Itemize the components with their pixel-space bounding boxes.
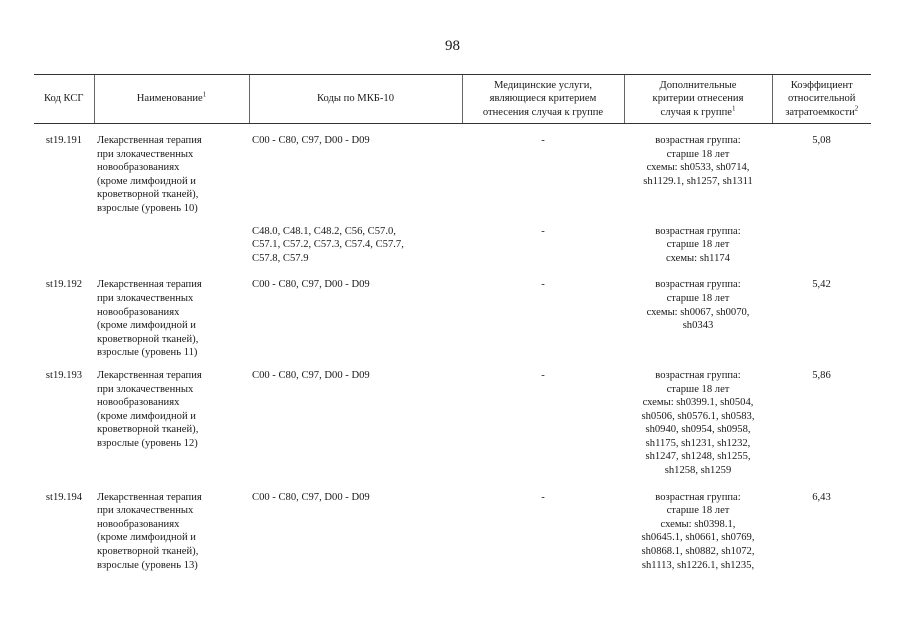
ksg-code-cell: st19.192 [45, 279, 83, 291]
ksg-name-cell-line: (кроме лимфоидной и [97, 532, 196, 544]
ksg-name-cell [94, 278, 249, 360]
ksg-name-cell-line: взрослые (уровень 10) [97, 202, 198, 214]
ksg-name-cell-line: взрослые (уровень 11) [97, 347, 198, 359]
medical-services-cell: - [541, 135, 545, 146]
additional-criteria-cell-line: схемы: sh0399.1, sh0504, [642, 397, 754, 409]
ksg-name-cell-line: при злокачественных [97, 505, 194, 517]
mkb-codes-cell-line: C00 - C80, C97, D00 - D09 [252, 279, 370, 291]
mkb-codes-cell-line: C57.1, C57.2, C57.3, C57.4, C57.7, [252, 239, 404, 251]
additional-criteria-cell-line: старше 18 лет [666, 239, 730, 251]
additional-criteria-cell-line: sh1247, sh1248, sh1255, [645, 451, 751, 463]
mkb-codes-cell [249, 369, 462, 478]
coefficient-cell: 5,86 [812, 369, 831, 381]
mkb-codes-cell [249, 491, 462, 573]
ksg-name-cell-line: кроветворной тканей), [97, 333, 199, 345]
additional-criteria-cell-line: схемы: sh0067, sh0070, [646, 306, 750, 318]
ksg-name-cell-line: (кроме лимфоидной и [97, 410, 196, 422]
additional-criteria-cell-line: схемы: sh0398.1, [660, 518, 736, 530]
mkb-codes-cell [249, 278, 462, 360]
additional-criteria-cell-line: схемы: sh1174 [666, 252, 730, 264]
ksg-name-cell-line: при злокачественных [97, 383, 194, 395]
ksg-name-cell-line: Лекарственная терапия [97, 491, 202, 503]
header-spacer-row [34, 124, 871, 135]
table-body [34, 124, 871, 573]
additional-criteria-cell-line: возрастная группа: [655, 225, 741, 237]
row-gap [34, 360, 871, 369]
header-coefficient: Коэффициент относительной затратоемкости$^2$ [772, 75, 871, 124]
ksg-code-cell: st19.194 [45, 491, 83, 503]
additional-criteria-cell-line: sh1175, sh1231, sh1232, [645, 437, 751, 449]
header-name: Наименование$^1$ [94, 75, 249, 124]
additional-criteria-cell-line: sh0343 [682, 320, 714, 332]
ksg-name-cell-line: при злокачественных [97, 292, 194, 304]
row-gap [34, 478, 871, 491]
mkb-codes-cell-line: C00 - C80, C97, D00 - D09 [252, 491, 370, 503]
additional-criteria-cell-line: sh1258, sh1259 [664, 465, 732, 477]
ksg-name-cell-line: кроветворной тканей), [97, 424, 199, 436]
row-gap [34, 265, 871, 278]
table-row [34, 278, 871, 360]
medical-services-cell: - [541, 279, 545, 291]
table-row [34, 369, 871, 478]
ksg-name-cell [94, 369, 249, 478]
table-row [34, 225, 871, 266]
table-header-row [34, 75, 871, 124]
ksg-name-cell-line: взрослые (уровень 12) [97, 437, 198, 449]
additional-criteria-cell [624, 369, 772, 478]
ksg-name-cell-line: Лекарственная терапия [97, 369, 202, 381]
ksg-name-cell-line: при злокачественных [97, 148, 194, 160]
coefficient-cell: 5,42 [812, 279, 831, 291]
ksg-name-cell [94, 491, 249, 573]
additional-criteria-cell-line: sh1113, sh1226.1, sh1235, [641, 559, 755, 571]
ksg-name-cell-line: кроветворной тканей), [97, 546, 199, 558]
additional-criteria-cell-line: sh0506, sh0576.1, sh0583, [641, 410, 755, 422]
additional-criteria-cell-line: возрастная группа: [655, 135, 741, 146]
additional-criteria-cell-line: возрастная группа: [655, 491, 741, 503]
mkb-codes-cell-line: C00 - C80, C97, D00 - D09 [252, 369, 370, 381]
ksg-name-cell-line: (кроме лимфоидной и [97, 175, 196, 187]
medical-services-cell: - [541, 491, 545, 503]
header-additional-criteria: Дополнительные критерии отнесения случая к группе$^1$ [624, 75, 772, 124]
additional-criteria-cell-line: sh0868.1, sh0882, sh1072, [641, 546, 755, 558]
ksg-name-cell-line: новообразованиях [97, 397, 180, 409]
additional-criteria-cell-line: sh0645.1, sh0661, sh0769, [641, 532, 755, 544]
medical-services-cell: - [541, 369, 545, 381]
ksg-name-cell-line: (кроме лимфоидной и [97, 320, 196, 332]
additional-criteria-cell-line: старше 18 лет [666, 505, 730, 517]
ksg-name-cell [94, 225, 249, 266]
additional-criteria-cell-line: возрастная группа: [655, 369, 741, 381]
mkb-codes-cell-line: C57.8, C57.9 [252, 252, 309, 264]
coefficient-cell: 5,08 [812, 135, 831, 146]
table-row [34, 491, 871, 573]
ksg-code-cell: st19.191 [45, 135, 83, 146]
mkb-codes-cell-line: C00 - C80, C97, D00 - D09 [252, 135, 370, 146]
coefficient-cell [772, 225, 871, 266]
additional-criteria-cell [624, 491, 772, 573]
additional-criteria-cell [624, 134, 772, 216]
ksg-table [34, 74, 871, 572]
header-medical-services: Медицинские услуги, являющиеся критерием отнесения случая к группе [462, 75, 624, 124]
ksg-name-cell-line: Лекарственная терапия [97, 279, 202, 291]
coefficient-cell: 6,43 [812, 491, 831, 503]
additional-criteria-cell-line: старше 18 лет [666, 383, 730, 395]
additional-criteria-cell-line: возрастная группа: [655, 279, 741, 291]
ksg-code-cell [34, 225, 94, 266]
medical-services-cell: - [541, 225, 545, 237]
mkb-codes-cell-line: C48.0, C48.1, C48.2, C56, C57.0, [252, 225, 396, 237]
ksg-name-cell-line: новообразованиях [97, 162, 180, 174]
ksg-name-cell-line: Лекарственная терапия [97, 135, 202, 146]
additional-criteria-cell-line: старше 18 лет [666, 292, 730, 304]
additional-criteria-cell [624, 278, 772, 360]
mkb-codes-cell [249, 225, 462, 266]
additional-criteria-cell-line: схемы: sh0533, sh0714, [646, 162, 750, 174]
ksg-code-cell: st19.193 [45, 369, 83, 381]
ksg-name-cell [94, 134, 249, 216]
ksg-name-cell-line: новообразованиях [97, 306, 180, 318]
additional-criteria-cell-line: sh1129.1, sh1257, sh1311 [643, 175, 753, 187]
additional-criteria-cell-line: старше 18 лет [666, 148, 730, 160]
row-gap [34, 216, 871, 225]
ksg-name-cell-line: взрослые (уровень 13) [97, 559, 198, 571]
ksg-name-cell-line: кроветворной тканей), [97, 189, 199, 201]
additional-criteria-cell-line: sh0940, sh0954, sh0958, [645, 424, 751, 436]
additional-criteria-cell [624, 225, 772, 266]
table-row [34, 134, 871, 216]
mkb-codes-cell [249, 134, 462, 216]
header-mkb: Коды по МКБ-10 [249, 75, 462, 124]
page-number: 98 [445, 38, 460, 54]
ksg-name-cell-line: новообразованиях [97, 518, 180, 530]
header-code: Код КСГ [34, 75, 94, 124]
